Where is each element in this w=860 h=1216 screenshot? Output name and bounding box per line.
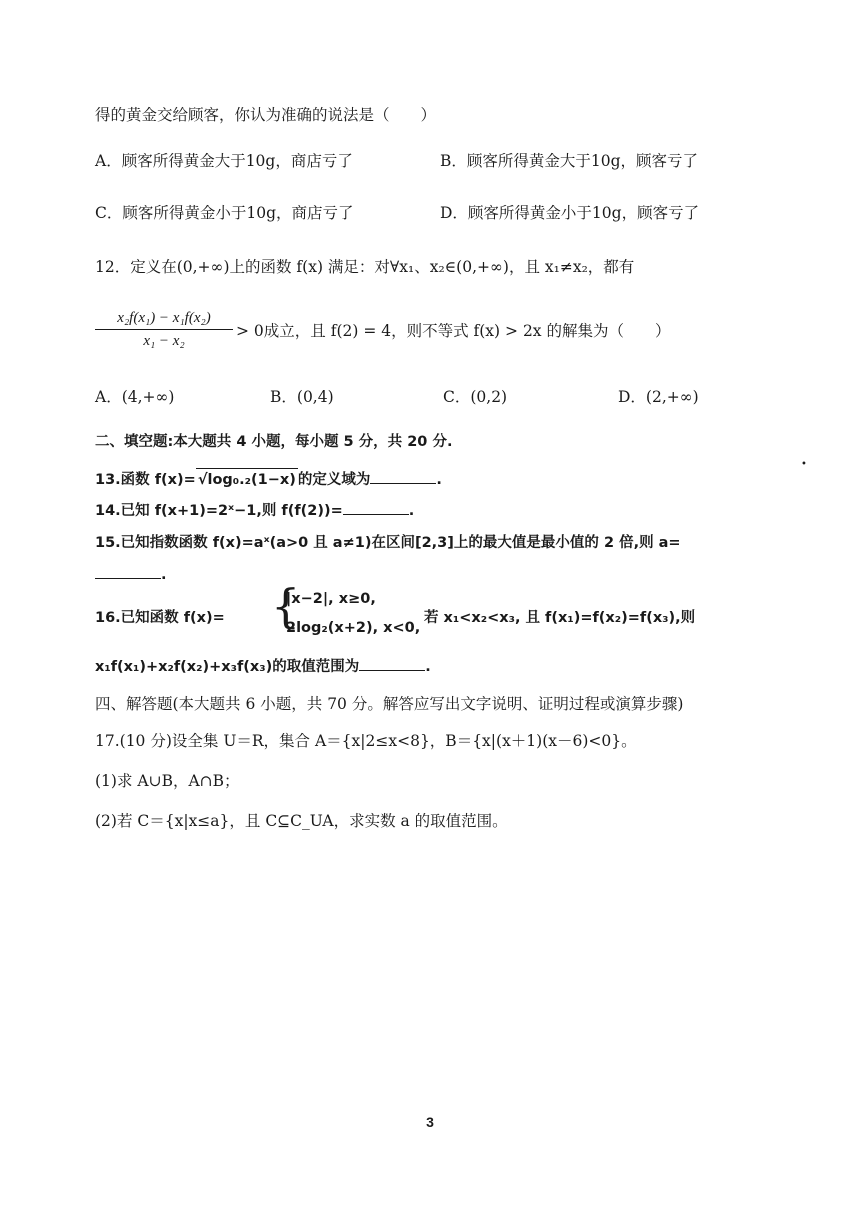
q12-option-a: A．(4,+∞): [95, 388, 175, 406]
answer-blank: [370, 469, 436, 484]
section-2-title: 二、填空题:本大题共 4 小题，每小题 5 分，共 20 分.: [95, 434, 453, 450]
q12-option-b: B．(0,4): [270, 388, 334, 406]
q11-option-b: B．顾客所得黄金大于10g，顾客亏了: [440, 152, 699, 170]
q13-prefix: 13.函数 f(x)=: [95, 472, 196, 488]
question-16-condition: 若 x₁<x₂<x₃, 且 f(x₁)=f(x₂)=f(x₃),则: [424, 610, 696, 626]
question-12-stem: 12．定义在(0,+∞)上的函数 f(x) 满足：对∀x₁、x₂∈(0,+∞)，且 x₁≠x₂，都有: [95, 258, 635, 276]
q13-radicand: log₀.₂(1−x): [207, 472, 296, 488]
question-15: 15.已知指数函数 f(x)=aˣ(a>0 且 a≠1)在区间[2,3]上的最大值是最小值的 2 倍,则 a=: [95, 535, 681, 551]
answer-blank: [359, 656, 425, 671]
question-11-intro: 得的黄金交给顾客，你认为准确的说法是（ ）: [95, 106, 437, 124]
question-17-part-2: (2)若 C＝{x|x≤a}，且 C⊆C_UA，求实数 a 的取值范围。: [95, 812, 508, 830]
section-4-title: 四、解答题(本大题共 6 小题，共 70 分。解答应写出文字说明、证明过程或演算步骤): [95, 695, 684, 713]
q11-option-c: C．顾客所得黄金小于10g，商店亏了: [95, 204, 354, 222]
answer-blank: [343, 500, 409, 515]
fraction-denominator: x₁ − x₂: [143, 333, 185, 349]
q13-suffix: 的定义域为: [297, 472, 371, 488]
question-16-line-2: x₁f(x₁)+x₂f(x₂)+x₃f(x₃)的取值范围为 .: [95, 656, 431, 678]
question-17-part-1: (1)求 A∪B，A∩B；: [95, 772, 240, 790]
q12-fraction: [95, 308, 233, 351]
question-14: 14.已知 f(x+1)=2ˣ−1,则 f(f(2))= .: [95, 500, 414, 522]
question-17-stem: 17.(10 分)设全集 U＝R，集合 A＝{x|2≤x<8}，B＝{x|(x＋1)(x－6)<0}。: [95, 732, 637, 750]
question-13: 13.函数 f(x)= √log₀.₂(1−x) 的定义域为 .: [95, 468, 442, 491]
q14-text: 14.已知 f(x+1)=2ˣ−1,则 f(f(2))=: [95, 503, 343, 519]
piecewise-case-2: 2log₂(x+2), x<0,: [286, 620, 421, 636]
piecewise-brace: {: [271, 579, 301, 633]
fraction-numerator: x₂f(x₁) − x₁f(x₂): [117, 310, 211, 326]
q12-option-c: C．(0,2): [443, 388, 508, 406]
question-15-blank-line: .: [95, 564, 167, 586]
q12-option-d: D．(2,+∞): [618, 388, 699, 406]
q13-sqrt: √log₀.₂(1−x): [196, 468, 298, 491]
q12-condition: > 0成立，且 f(2) = 4，则不等式 f(x) > 2x 的解集为（ ）: [236, 322, 671, 340]
piecewise-case-1: |x−2|, x≥0,: [286, 591, 376, 607]
page-number: 3: [426, 1114, 434, 1130]
q11-option-a: A．顾客所得黄金大于10g，商店亏了: [95, 152, 353, 170]
fraction-bar: [95, 329, 233, 330]
q16-expression: x₁f(x₁)+x₂f(x₂)+x₃f(x₃)的取值范围为: [95, 659, 360, 675]
q11-option-d: D．顾客所得黄金小于10g，顾客亏了: [440, 204, 700, 222]
answer-blank: [95, 564, 161, 579]
stray-dot: •: [801, 459, 807, 470]
question-16-prefix: 16.已知函数 f(x)=: [95, 610, 225, 626]
